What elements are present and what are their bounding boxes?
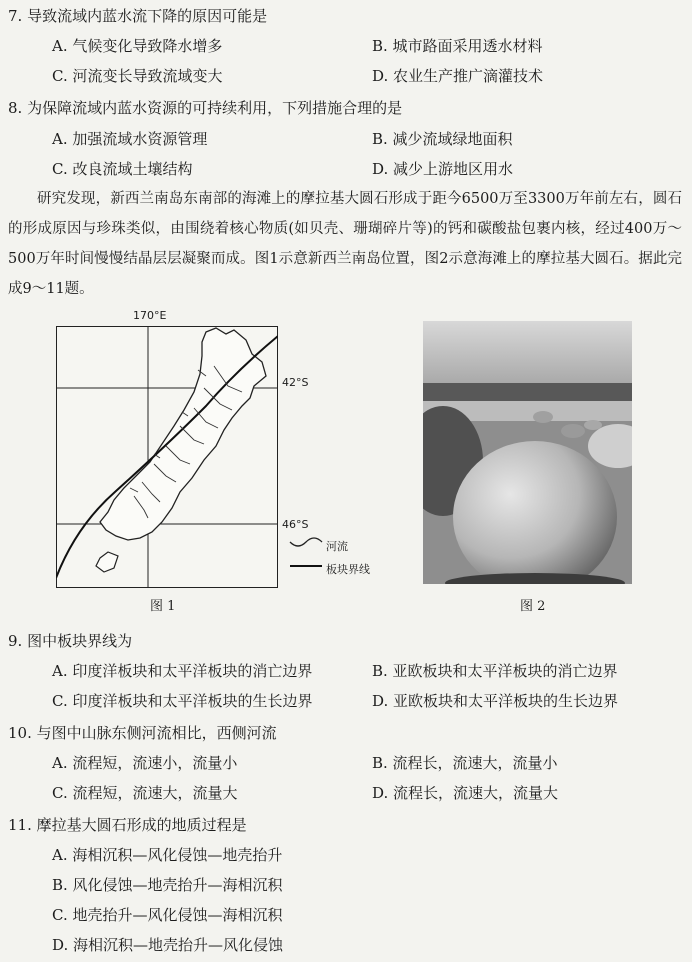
q10-option-c: C. 流程短，流速大，流量大: [52, 784, 238, 802]
q7-option-b: B. 城市路面采用透水材料: [372, 37, 543, 55]
q11-option-b: B. 风化侵蚀—地壳抬升—海相沉积: [52, 876, 283, 894]
figure-2-caption: 图 2: [520, 599, 546, 614]
question-7-stem: 7. 导致流域内蓝水流下降的原因可能是: [8, 7, 268, 25]
q8-option-a: A. 加强流域水资源管理: [52, 130, 208, 148]
figure-1-map: [56, 326, 278, 588]
river-legend-icon: [290, 538, 322, 546]
passage-text: 研究发现，新西兰南岛东南部的海滩上的摩拉基大圆石形成于距今6500万至3300万年前左右，圆石的形成原因与珍珠类似，由围绕着核心物质(如贝壳、珊瑚碎片等)的钙和碳酸盐包裹内核，经过400万～500万年时间慢慢结晶层层凝聚而成。图1示意新西兰南岛位置，图2示意海滩上的摩拉基大圆石。据此完成9～11题。: [8, 191, 682, 297]
q11-option-d: D. 海相沉积—地壳抬升—风化侵蚀: [52, 936, 284, 954]
q9-option-a: A. 印度洋板块和太平洋板块的消亡边界: [52, 662, 313, 680]
q8-option-c: C. 改良流域土壤结构: [52, 160, 193, 178]
q10-option-a: A. 流程短，流速小，流量小: [52, 754, 238, 772]
q9-option-c: C. 印度洋板块和太平洋板块的生长边界: [52, 692, 313, 710]
q9-option-b: B. 亚欧板块和太平洋板块的消亡边界: [372, 662, 618, 680]
q7-option-d: D. 农业生产推广滴灌技术: [372, 67, 544, 85]
figure-1-caption: 图 1: [150, 599, 176, 614]
q9-option-d: D. 亚欧板块和太平洋板块的生长边界: [372, 692, 619, 710]
q10-option-b: B. 流程长，流速大，流量小: [372, 754, 558, 772]
question-9-stem: 9. 图中板块界线为: [8, 632, 133, 650]
q11-option-c: C. 地壳抬升—风化侵蚀—海相沉积: [52, 906, 283, 924]
legend-river-label: 河流: [326, 540, 348, 553]
figure-2-photo: [423, 321, 632, 584]
question-11-stem: 11. 摩拉基大圆石形成的地质过程是: [8, 816, 247, 834]
q8-option-d: D. 减少上游地区用水: [372, 160, 514, 178]
moeraki-boulders-photo: [423, 321, 632, 584]
question-10-stem: 10. 与图中山脉东侧河流相比，西侧河流: [8, 724, 277, 742]
new-zealand-south-island-map: [56, 326, 278, 588]
q10-option-d: D. 流程长，流速大，流量大: [372, 784, 559, 802]
legend-symbols: [288, 536, 324, 576]
longitude-label: 170°E: [133, 309, 167, 322]
lat-42-label: 42°S: [282, 376, 309, 389]
q11-option-a: A. 海相沉积—风化侵蚀—地壳抬升: [52, 846, 283, 864]
reading-passage: [8, 184, 682, 304]
legend-boundary-label: 板块界线: [326, 563, 370, 576]
q7-option-c: C. 河流变长导致流域变大: [52, 67, 223, 85]
lat-46-label: 46°S: [282, 518, 309, 531]
q8-option-b: B. 减少流域绿地面积: [372, 130, 513, 148]
question-8-stem: 8. 为保障流域内蓝水资源的可持续利用，下列措施合理的是: [8, 99, 403, 117]
q7-option-a: A. 气候变化导致降水增多: [52, 37, 223, 55]
